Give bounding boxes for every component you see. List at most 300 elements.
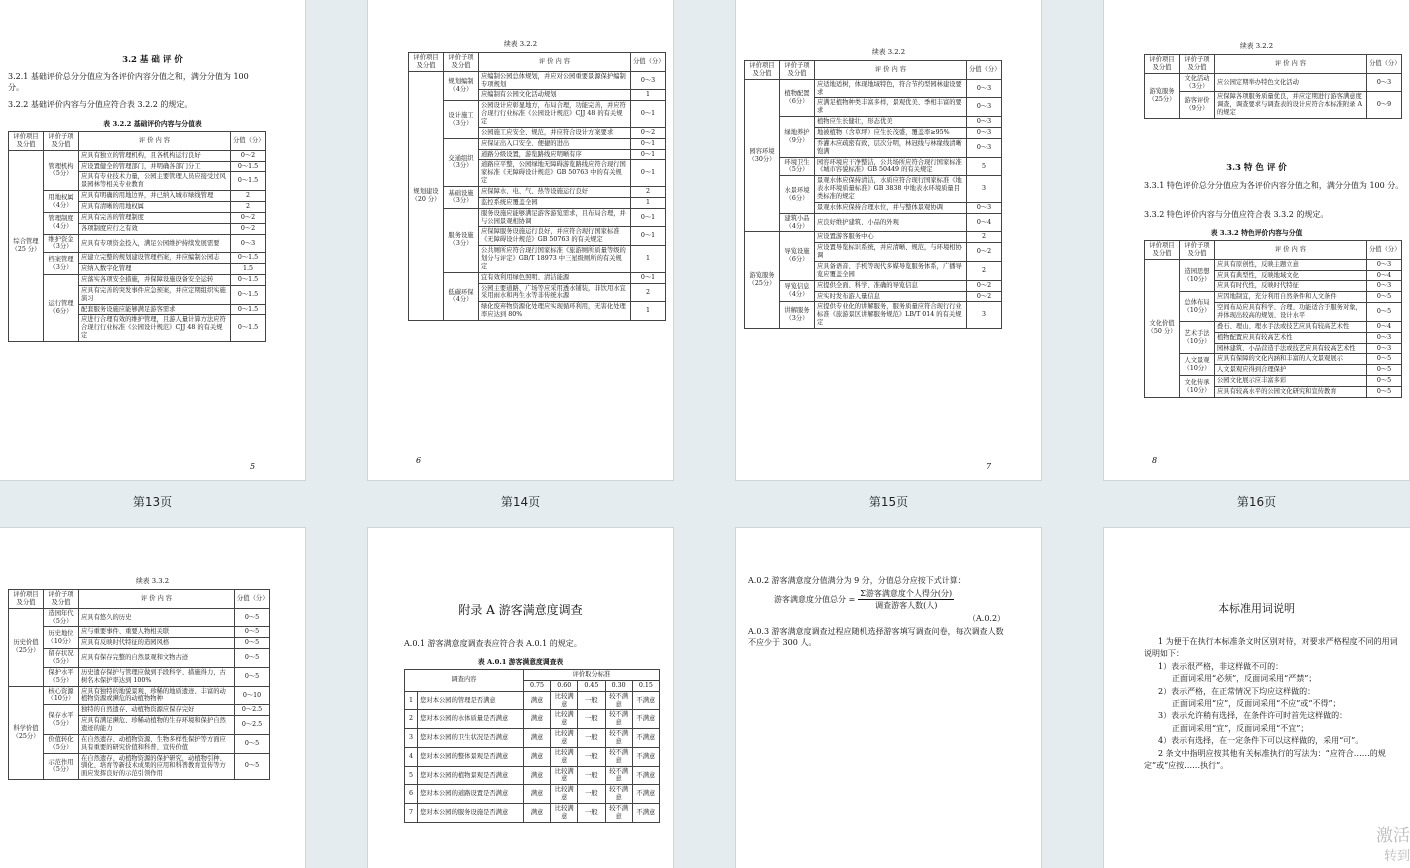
content-cell: 应进行合理有效的维护管理，且游人量计算方法应符合现行行业标准《公园设计规范》CJJ 48 的有关规定 [79,315,231,342]
column-header: 评 价 内 容 [479,53,631,72]
score-cell: 0～4 [1367,321,1402,332]
content-cell: 景观水体应保持合理水位，并与整体景观协调 [815,202,967,213]
note-line: 正面词采用“必须”，反面词采用“严禁”； [1172,674,1317,684]
table-row [9,667,270,686]
table-row [745,232,1002,243]
content-cell: 应保障各项服务质量优良，并应定期进行游客满意度调查，调查要求与调查表的设计应符合本标准附录 A 的规定 [1215,92,1367,119]
content-cell: 应建立完整的规划建设管理档案，并应编制公园志 [79,253,231,264]
table-row [405,691,660,710]
column-header: 评 价 内 容 [79,132,231,151]
score-cell: 0～3 [1367,73,1402,92]
column-header: 评价子项及分值 [780,61,815,80]
content-cell: 植物应生长健壮，形态优美 [815,117,967,128]
paragraph: 3.2.2 基础评价内容与分值应符合表 3.2.2 的规定。 [8,100,193,109]
score-cell: 0～5 [1367,303,1402,322]
subitem-cell: 人文景观（10分） [1180,354,1215,376]
subitem-cell: 低碳环保（4分） [444,272,479,320]
subitem-cell: 服务设施（3分） [444,208,479,272]
content-cell: 您对本公园的道路设置是否满意 [418,785,524,804]
content-cell: 应具有专业技术力量，公园主要管理人员应接受过风景园林等相关专业教育 [79,172,231,191]
content-cell: 应满足植物种类丰富多样，景观优美、季相丰富的要求 [815,98,967,117]
row-number: 7 [405,804,418,823]
score-cell: 0～1 [631,149,666,160]
subitem-cell: 历史地位（10分） [44,627,79,649]
table-header-row [9,132,266,151]
subitem-cell: 艺术手法（10分） [1180,321,1215,354]
content-cell: 植物配置应具有较高艺术性 [1215,332,1367,343]
content-cell: 园容环境应干净整洁，公共场所应符合现行国家标准《城市容貌标准》GB 50449 的有关规定 [815,157,967,176]
page-number: 8 [1152,456,1158,465]
subitem-cell: 用地权属（4分） [44,191,79,213]
content-cell: 应具有完善的突发事件应急预案，并应定期组织实施演习 [79,285,231,304]
content-cell: 绿化废弃物资源化处理应实现循环利用，无害化处理率应达到 80% [479,302,631,321]
score-cell: 0～5 [1367,387,1402,398]
group-cell: 游览服务（25分） [1145,73,1180,118]
subitem-cell: 示范作用（5分） [44,753,79,780]
section-heading: 3.2 基 础 评 价 [122,55,183,65]
level-cell: 一般 [578,766,605,785]
score-cell: 0～1.5 [231,161,266,172]
level-cell: 一般 [578,729,605,748]
level-cell: 一般 [578,804,605,823]
table-row [9,686,270,705]
score-cell: 0～2 [231,150,266,161]
level-cell: 一般 [578,691,605,710]
table-caption: 续表 3.2.2 [503,40,538,48]
score-cell: 0～5 [235,667,270,686]
content-cell: 应保障水、电、气、热等设施运行良好 [479,187,631,198]
content-cell: 应提供专业化的讲解服务，服务质量应符合现行行业标准《旅游景区讲解服务规范》LB/T 014 的有关规定 [815,302,967,329]
score-cell: 0～4 [967,213,1002,232]
subitem-cell: 维护资金（3分） [44,234,79,253]
subitem-cell: 保存水平（5分） [44,705,79,735]
score-cell: 2 [631,187,666,198]
score-cell: 0～2 [967,291,1002,302]
page-13[interactable] [0,0,305,480]
table-caption: 表 3.2.2 基础评价内容与分值表 [103,120,202,128]
content-cell: 应公园定期举办特色文化活动 [1215,73,1367,92]
note-line: 2 条文中指明应按其他有关标准执行的写法为：“应符合……的规定”或“应按……执行”。 [1144,748,1386,770]
column-header: 分值（分） [235,590,270,609]
table-row [1145,73,1402,92]
row-number: 3 [405,729,418,748]
score-cell: 0～1.5 [231,304,266,315]
table-row [409,71,666,90]
criteria-table [8,131,266,342]
note-line: 1 为便于在执行本标准条文时区别对待，对要求严格程度不同的用词说明如下： [1144,637,1398,659]
content-cell: 应具有明确的用地边界，并已纳入城市绿线管理 [79,191,231,202]
content-cell: 应纳入数字化管理 [79,264,231,275]
table-row [1145,376,1402,387]
column-header: 评 价 内 容 [1215,55,1367,74]
column-header: 分值（分） [231,132,266,151]
content-cell: 应设置健全的管理部门，并明确各部门分工 [79,161,231,172]
table-row [745,280,1002,291]
content-cell: 公园设计应彰显地方，布局合理，功能完善，并应符合现行行业标准《公园设计规范》CJJ 48 的有关规定 [479,101,631,128]
column-header: 评价项目及分值 [409,53,444,72]
table-row [9,608,270,627]
score-cell: 0～1 [631,138,666,149]
score-cell: 0～2 [967,243,1002,262]
score-cell: 1.5 [231,264,266,275]
column-header: 评价子项及分值 [1180,55,1215,74]
subitem-cell: 造园年代（5分） [44,608,79,627]
score-cell: 0～3 [1367,332,1402,343]
table-row [9,212,266,223]
column-header: 评 价 内 容 [79,590,235,609]
content-cell: 应具有原创性，反映主题立意 [1215,259,1367,270]
score-cell: 0～1.5 [231,285,266,304]
level-cell: 比较满意 [551,785,578,804]
score-cell: 5 [967,157,1002,176]
score-cell: 0～1 [631,208,666,227]
subitem-cell: 讲解服务（3分） [780,302,815,329]
score-cell: 0～2 [231,212,266,223]
table-row [405,785,660,804]
score-cell: 0～3 [1367,259,1402,270]
usage-notes [1144,636,1402,772]
table-header-row [1145,55,1402,74]
column-header: 评价子项及分值 [444,53,479,72]
note-line: 2）表示严格，在正常情况下均应这样做的： [1158,686,1316,696]
content-cell: 应具有独特的地貌景观、珍稀的地质遗迹、丰富的动植物资源或濒危的动植物物种 [79,686,235,705]
note-line: 正面词采用“宜”，反面词采用“不宜”； [1172,723,1309,733]
note-line: 4）表示有选择，在一定条件下可以这样做的，采用“可”。 [1158,736,1364,746]
content-cell: 应保障服务设施运行良好，并应符合现行国家标准《无障碍设计规范》GB 50763 的有关规定 [479,227,631,246]
level-cell: 不满意 [632,785,659,804]
level-cell: 不满意 [632,804,659,823]
column-header: 评价取分标准 [523,670,659,681]
score-cell: 2 [967,232,1002,243]
group-cell: 历史价值（25分） [9,608,44,686]
table-row [405,729,660,748]
content-cell: 您对本公园的水体质量是否满意 [418,710,524,729]
content-cell: 公园施工应安全、规范，并应符合设计方案要求 [479,127,631,138]
content-cell: 应因地制宜，充分利用自然条件和人文条件 [1215,292,1367,303]
level-cell: 一般 [578,747,605,766]
score-cell: 0～4 [1367,270,1402,281]
subitem-cell: 文化传承（10分） [1180,376,1215,398]
subitem-cell: 绿地养护（9分） [780,117,815,157]
content-cell: 应具有保存完整的自然景观和文物古迹 [79,649,235,668]
content-cell: 应编制有公园文化活动规划 [479,90,631,101]
content-cell: 叠石、理山、理水手法或技艺应具有较高艺术性 [1215,321,1367,332]
table-header-row [745,61,1002,80]
criteria-table [1144,54,1402,119]
content-cell: 应提供全面、科学、准确的导览信息 [815,280,967,291]
subitem-cell: 基础设施（3分） [444,187,479,209]
row-number: 6 [405,785,418,804]
level-cell: 不满意 [632,766,659,785]
note-line: 1）表示很严格，非这样做不可的： [1158,661,1284,671]
page-14[interactable] [368,0,673,480]
content-cell: 应具有专项资金投入，满足公园维护持续发展需要 [79,234,231,253]
table-header-row [405,670,660,681]
subitem-cell: 植物配置（6分） [780,79,815,116]
criteria-table [408,52,666,321]
level-cell: 一般 [578,710,605,729]
content-cell: 应具有清晰的用地权属 [79,202,231,213]
level-cell: 满意 [523,785,550,804]
subitem-cell: 核心资源（10分） [44,686,79,705]
page-title: 本标准用词说明 [1218,602,1295,615]
score-header: 0.15 [632,680,659,691]
survey-table [404,669,660,823]
column-header: 评价项目及分值 [1145,241,1180,260]
formula-number: （A.0.2） [968,614,1006,623]
score-cell: 1 [631,246,666,273]
paragraph: A.0.2 游客满意度分值满分为 9 分，分值总分应按下式计算： [748,576,966,585]
content-cell: 您对本公园的管理是否满意 [418,691,524,710]
score-cell: 1 [631,197,666,208]
page-16[interactable] [1104,0,1409,480]
score-cell: 0～1 [631,272,666,283]
score-cell: 0～5 [235,608,270,627]
subitem-cell: 价值转化（5分） [44,734,79,753]
content-cell: 应落实各项安全措施，并保障设施设备安全运转 [79,275,231,286]
table-row [745,79,1002,98]
content-cell: 您对本公园的整体景观是否满意 [418,747,524,766]
table-row [409,272,666,283]
content-cell: 人文景观应得到合理保护 [1215,365,1367,376]
subitem-cell: 导览信息（4分） [780,280,815,302]
score-cell: 0～1 [631,160,666,187]
page-19[interactable] [736,528,1041,868]
group-cell: 综合管理（25 分） [9,150,44,341]
score-cell: 0～10 [235,686,270,705]
score-cell: 0～3 [967,79,1002,98]
page-15[interactable] [736,0,1041,480]
score-cell: 3 [967,302,1002,329]
level-cell: 较不满意 [605,710,632,729]
score-cell: 0～5 [235,638,270,649]
content-cell: 监控系统应覆盖全园 [479,197,631,208]
table-row [9,253,266,264]
page-label: 第13页 [132,495,173,509]
criteria-table [1144,240,1402,398]
content-cell: 应具有完善的管理制度 [79,212,231,223]
score-cell: 0～3 [1367,343,1402,354]
content-cell: 应设置导览标识系统，并应清晰、规范，与环境相协调 [815,243,967,262]
subitem-cell: 管理制度（4分） [44,212,79,234]
score-cell: 0～5 [1367,376,1402,387]
table-row [9,734,270,753]
group-cell: 园容环境（30分） [745,79,780,232]
content-cell: 应具有保障的文化内涵和丰富的人文景观展示 [1215,354,1367,365]
content-cell: 地被植物（含草坪）应生长茂盛，覆盖率≥95% [815,128,967,139]
level-cell: 较不满意 [605,691,632,710]
score-cell: 0～2.5 [235,705,270,716]
level-cell: 不满意 [632,691,659,710]
table-row [9,649,270,668]
score-cell: 0～1.5 [231,315,266,342]
content-cell: 应具有独立的管理机构，且各机构运行良好 [79,150,231,161]
subitem-cell: 留存状况（5分） [44,649,79,668]
score-cell: 0～1 [631,101,666,128]
column-header: 评价项目及分值 [9,590,44,609]
row-number: 4 [405,747,418,766]
subitem-cell: 交通组织（3分） [444,138,479,186]
subitem-cell: 建筑小品（4分） [780,213,815,232]
table-row [1145,292,1402,303]
formula-numerator: Σ游客满意度个人得分(分) [860,589,953,598]
level-cell: 比较满意 [551,804,578,823]
score-cell: 2 [967,262,1002,281]
criteria-table [8,589,270,780]
score-cell: 0～3 [631,71,666,90]
table-row [409,138,666,149]
content-cell: 乔灌木应疏密有致，层次分明，林冠线与林缘线清晰饱满 [815,138,967,157]
page-number: 7 [986,462,992,471]
column-header: 分值（分） [631,53,666,72]
table-row [1145,354,1402,365]
level-cell: 比较满意 [551,729,578,748]
level-cell: 满意 [523,729,550,748]
row-number: 5 [405,766,418,785]
score-cell: 0～1 [631,227,666,246]
table-caption: 表 3.3.2 特色评价内容与分值 [1210,229,1303,237]
appendix-title: 附录 A 游客满意度调查 [458,603,583,617]
table-row [9,705,270,716]
score-cell: 0～2 [967,280,1002,291]
table-caption: 续表 3.2.2 [1239,42,1274,50]
subitem-cell: 文化活动（3分） [1180,73,1215,92]
level-cell: 不满意 [632,747,659,766]
table-row [405,804,660,823]
group-cell: 规划建设（20 分） [409,71,444,320]
content-cell: 各项制度应行之有效 [79,223,231,234]
column-header: 评价项目及分值 [1145,55,1180,74]
table-row [1145,92,1402,119]
content-cell: 应编制公园总体规划，并应对公园重要景源保护编制专项规划 [479,71,631,90]
table-header-row [1145,241,1402,260]
subitem-cell: 保护水平（5分） [44,667,79,686]
content-cell: 应具有时代性，反映时代特征 [1215,281,1367,292]
content-cell: 空间布局应具有科学、合理、功能适合于服务对象，并体现出较高的规划、设计水平 [1215,303,1367,322]
score-cell: 3 [967,176,1002,203]
score-cell: 2 [231,191,266,202]
table-header-row [9,590,270,609]
content-cell: 景观水体应保持清洁，水质应符合现行国家标准《地表水环境质量标准》GB 3838 中地表水环境质量目类标准的规定 [815,176,967,203]
content-cell: 您对本公园的植物景观是否满意 [418,766,524,785]
score-cell: 0～9 [1367,92,1402,119]
content-cell: 公园文化展示应丰富多彩 [1215,376,1367,387]
table-row [405,766,660,785]
level-cell: 比较满意 [551,710,578,729]
column-header: 调查内容 [405,670,524,692]
table-row [745,302,1002,329]
score-cell: 0～2.5 [235,716,270,735]
paragraph: 3.2.1 基础评价总分分值应为各评价内容分值之和，满分分值为 100 分。 [8,72,249,93]
score-header: 0.60 [551,680,578,691]
content-cell: 公共厕所应符合现行国家标准《旅游厕所质量等级的划分与评定》GB/T 18973 中三星级厕所的有关规定 [479,246,631,273]
formula-denominator: 调查游客人数(人) [875,601,938,610]
content-cell: 配套服务设施应能够满足游客需求 [79,304,231,315]
table-caption: 续表 3.2.2 [871,48,906,56]
score-cell: 0～3 [231,234,266,253]
level-cell: 满意 [523,691,550,710]
level-cell: 满意 [523,766,550,785]
column-header: 评价项目及分值 [745,61,780,80]
column-header: 评 价 内 容 [815,61,967,80]
content-cell: 道路应平整，公园绿地无障碍游览路线应符合现行国家标准《无障碍设计规范》GB 50763 中的有关规定 [479,160,631,187]
column-header: 分值（分） [1367,241,1402,260]
content-cell: 应具有典型性，反映地域文化 [1215,270,1367,281]
score-cell: 0～5 [235,753,270,780]
score-cell: 0～3 [967,202,1002,213]
content-cell: 宜有效利用绿色照明、清洁能源 [479,272,631,283]
page-20[interactable] [1104,528,1410,868]
content-cell: 您对本公园的服务设施是否满意 [418,804,524,823]
table-header-row [409,53,666,72]
row-number: 1 [405,691,418,710]
table-row [9,753,270,780]
criteria-table [744,60,1002,329]
content-cell: 应具有反映时代特征的造园风格 [79,638,235,649]
content-cell: 应保证出入口安全、便捷的进出 [479,138,631,149]
page-18[interactable] [368,528,673,868]
score-header: 0.30 [605,680,632,691]
content-cell: 历史遗存保护与管理应做到手段科学、措施得力，古树名木保护率达到 100% [79,667,235,686]
subitem-cell: 设计施工（3分） [444,101,479,138]
content-cell: 应具有较高水平的公园文化研究和宣传教育 [1215,387,1367,398]
formula [774,588,954,611]
table-row [745,213,1002,232]
page-label: 第16页 [1236,495,1277,509]
content-cell: 在自然遗存、动植物资源、生物多样性保护等方面应具有重要的研究价值和科普、宣传价值 [79,734,235,753]
content-cell: 园林建筑、小品营造手法或技艺应具有较高艺术性 [1215,343,1367,354]
column-header: 评价项目及分值 [9,132,44,151]
score-cell: 0～2 [631,127,666,138]
level-cell: 较不满意 [605,804,632,823]
subitem-cell: 造园思想（10分） [1180,259,1215,292]
level-cell: 较不满意 [605,785,632,804]
page-number: 5 [250,462,256,471]
score-cell: 0～5 [235,627,270,638]
content-cell: 道路分级设置，游览路线应明晰有序 [479,149,631,160]
score-cell: 0～5 [1367,292,1402,303]
table-row [9,191,266,202]
section-heading: 3.3 特 色 评 价 [1226,163,1287,173]
level-cell: 满意 [523,710,550,729]
level-cell: 比较满意 [551,766,578,785]
table-row [745,117,1002,128]
score-header: 0.45 [578,680,605,691]
column-header: 评价子项及分值 [44,132,79,151]
level-cell: 较不满意 [605,747,632,766]
table-caption: 表 A.0.1 游客满意度调查表 [477,658,564,666]
score-cell: 1 [631,302,666,321]
table-row [405,710,660,729]
column-header: 评 价 内 容 [1215,241,1367,260]
page-label: 第14页 [500,495,541,509]
score-cell: 0～3 [967,138,1002,157]
score-cell: 0～3 [967,128,1002,139]
column-header: 评价子项及分值 [44,590,79,609]
table-row [405,747,660,766]
level-cell: 一般 [578,785,605,804]
page-17[interactable] [0,528,305,868]
column-header: 分值（分） [1367,55,1402,74]
table-row [9,234,266,253]
table-row [409,208,666,227]
activation-watermark: 激活 [1376,826,1410,846]
subitem-cell: 水景环境（6分） [780,176,815,213]
content-cell: 服务设施应能够满足游客游览需求，且布局合理，并与公园景观相协调 [479,208,631,227]
score-cell: 0～5 [235,649,270,668]
level-cell: 较不满意 [605,766,632,785]
score-cell: 0～3 [1367,281,1402,292]
